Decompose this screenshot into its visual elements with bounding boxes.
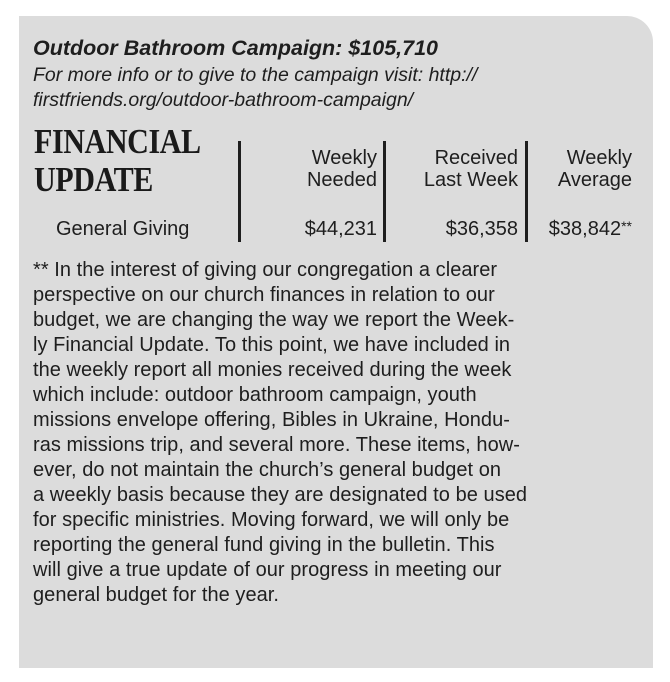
- footnote-line: budget, we are changing the way we report the Week-: [33, 309, 515, 331]
- footnote-line: ras missions trip, and several more. These items, how-: [33, 434, 520, 456]
- cell-weekly-average: [549, 217, 632, 241]
- column-header-weekly-needed: [307, 147, 377, 191]
- cell-received-last-week: $36,358: [445, 218, 518, 240]
- financial-update-panel: [19, 16, 653, 668]
- heading-line-financial: FINANCIAL: [34, 122, 201, 161]
- column-header-line: Weekly: [311, 147, 377, 169]
- footnote-line: will give a true update of our progress in meeting our: [33, 559, 502, 581]
- column-divider: [383, 141, 386, 242]
- footnote-paragraph: [33, 258, 637, 608]
- footnote-line: the weekly report all monies received during the week: [33, 359, 512, 381]
- column-header-line: Last Week: [423, 169, 518, 191]
- footnote-line: ever, do not maintain the church’s general budget on: [33, 459, 502, 481]
- campaign-info-line: For more info or to give to the campaign visit: http://: [33, 64, 478, 86]
- financial-update-table: [33, 123, 637, 255]
- row-label-general-giving: General Giving: [56, 218, 190, 240]
- campaign-title: Outdoor Bathroom Campaign: $105,710: [33, 36, 438, 60]
- financial-update-heading: [34, 123, 228, 199]
- footnote-line: which include: outdoor bathroom campaign, youth: [33, 384, 477, 406]
- column-divider: [238, 141, 241, 242]
- footnote-line: ly Financial Update. To this point, we have included in: [33, 334, 511, 356]
- footnote-marker: **: [621, 218, 632, 234]
- column-header-weekly-average: [558, 147, 632, 191]
- cell-weekly-needed: $44,231: [304, 218, 377, 240]
- weekly-average-value: $38,842: [548, 218, 622, 240]
- column-header-line: Average: [557, 169, 632, 191]
- footnote-line: for specific ministries. Moving forward, we will only be: [33, 509, 510, 531]
- campaign-info: [33, 63, 637, 113]
- footnote-line: ** In the interest of giving our congregation a clearer: [33, 259, 498, 281]
- footnote-line: general budget for the year.: [33, 584, 280, 606]
- campaign-info-url-line: firstfriends.org/outdoor-bathroom-campaign/: [33, 89, 414, 111]
- footnote-line: perspective on our church finances in relation to our: [33, 284, 495, 306]
- column-header-received-last-week: [424, 147, 518, 191]
- heading-line-update: UPDATE: [34, 160, 153, 199]
- column-divider: [525, 141, 528, 242]
- footnote-line: missions envelope offering, Bibles in Ukraine, Hondu-: [33, 409, 510, 431]
- footnote-line: reporting the general fund giving in the bulletin. This: [33, 534, 495, 556]
- footnote-line: a weekly basis because they are designated to be used: [33, 484, 528, 506]
- column-header-line: Received: [434, 147, 518, 169]
- column-header-line: Weekly: [566, 147, 632, 169]
- column-header-line: Needed: [306, 169, 377, 191]
